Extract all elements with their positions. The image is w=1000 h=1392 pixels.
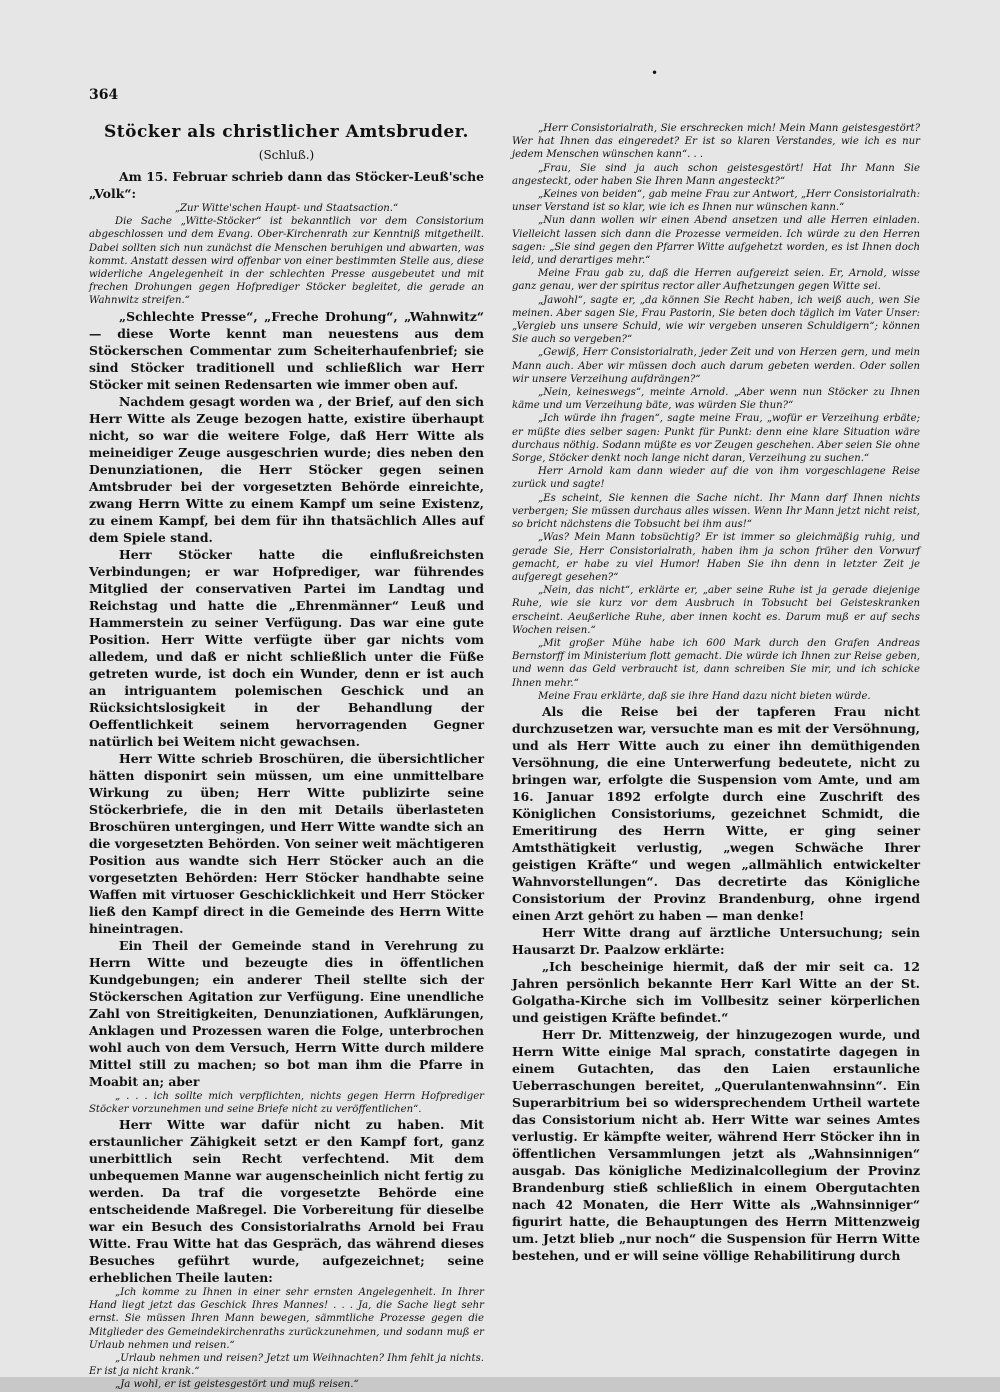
quote-paragraph: „Gewiß, Herr Consistorialrath, jeder Zeit und von Herzen gern, und mein Mann auch. Aber wir müssen doch auch darum gebeten werden. Oder sollen wir unsere Verzeihung aufdrängen?“ xyxy=(512,347,920,385)
article-title: Stöcker als christlicher Amtsbruder. xyxy=(104,122,469,142)
body-paragraph: „Ich bescheinige hiermit, daß der mir seit ca. 12 Jahren persönlich bekannte Herr Karl Witte an der St. Golgatha-Kirche sich im Vollbesitz seiner körperlichen und geistigen Kräfte befindet.“ xyxy=(512,958,920,1025)
page-number: 364 xyxy=(89,87,119,103)
left-column xyxy=(89,122,484,1392)
print-dot: • xyxy=(651,66,659,80)
quote-paragraph: „Was? Mein Mann tobsüchtig? Er ist immer so gleichmäßig ruhig, und gerade Sie, Herr Consistorialrath, haben ihm ja schon früher den Vorwurf gemacht, er habe zu viel Humor! Haben Sie ihn denn in letzter Zeit je aufgeregt gesehen?“ xyxy=(512,532,920,583)
quote-paragraph: Meine Frau erklärte, daß sie ihre Hand dazu nicht bieten würde. xyxy=(538,690,871,702)
quote-paragraph: „Frau, Sie sind ja auch schon geistesgestört! Hat Ihr Mann Sie angesteckt, oder haben Sie Ihren Mann angesteckt?“ xyxy=(512,162,920,187)
body-paragraph: Herr Witte schrieb Broschüren, die übersichtlicher hätten disponirt sein müssen, um eine unmittelbare Wirkung zu üben; Herr Witte publizirte seine Stöckerbriefe, die in den mit Details überlasteten Broschüren untergingen, und Herr Witte wandte sich an die vorgesetzten Behörden. Von seiner weit mächtigeren Position aus wandte sich Herr Stöcker auch an die vorgesetzten Behörden: Herr Stöcker handhabte seine Waffen mit virtuoser Geschicklichkeit und Herr Stöcker ließ den Kampf direct in die Gemeinde des Herrn Witte hineintragen. xyxy=(89,750,484,936)
body-paragraph: Als die Reise bei der tapferen Frau nicht durchzusetzen war, versuchte man es mit der Versöhnung, und als Herr Witte auch zu einer ihn demüthigenden Versöhnung, die eine Unterwerfung bedeutete, nicht zu bringen war, erfolgte die Suspension vom Amte, und am 16. Januar 1892 erfolgte durch eine Zuschrift des Königlichen Consistoriums, gezeichnet Schmidt, die Emeritirung des Herrn Witte, er ging seiner Amtsthätigkeit verlustig, „wegen Schwäche Ihrer geistigen Kräfte“ und wegen „allmählich entwickelter Wahnvorstellungen“. Das decretirte das Königliche Consistorium der Provinz Brandenburg, ohne irgend einen Arzt gehört zu haben — man denke! xyxy=(512,703,920,923)
quote-paragraph: „Ich würde ihn fragen“, sagte meine Frau, „wofür er Verzeihung erbäte; er müßte dies selber sagen: Punkt für Punkt: denn eine klare Situation wäre durchaus nöthig. Sodann müßte es vor Zeugen geschehen. Aber seien Sie ohne Sorge, Stöcker denkt noch lange nicht daran, Verzeihung zu suchen.“ xyxy=(512,413,920,465)
quote-paragraph: „Zur Witte'schen Haupt- und Staatsaction.“ xyxy=(174,203,399,214)
quote-paragraph: „Mit großer Mühe habe ich 600 Mark durch den Grafen Andreas Bernstorff im Ministerium flott gemacht. Die würde ich Ihnen zur Reise geben, und wenn das Geld verbraucht ist, dann schreiben Sie mir, und ich schicke Ihnen mehr.“ xyxy=(512,637,920,689)
body-paragraph: Herr Witte war dafür nicht zu haben. Mit erstaunlicher Zähigkeit setzt er den Kampf fort, ganz unerbittlich sein Recht verfechtend. Mit dem unbequemen Manne war augenscheinlich nicht fertig zu werden. Da traf die vorgesetzte Behörde eine entscheidende Maßregel. Die Vorbereitung für dieselbe war ein Besuch des Consistorialraths Arnold bei Frau Witte. Frau Witte hat das Gespräch, das während dieses Besuches geführt wurde, aufgezeichnet; seine erheblichen Theile lauten: xyxy=(89,1117,484,1286)
quote-paragraph: Die Sache „Witte-Stöcker“ ist bekanntlich vor dem Consistorium abgeschlossen und dem Evang. Ober-Kirchenrath zur Kenntniß mitgetheilt. Dabei sollten sich nun zunächst die Menschen beruhigen und abwarten, was kommt. Anstatt dessen wird offenbar von einer bestimmten Stelle aus, diese widerliche Angelegenheit in der schlechten Presse ausgebeutet und mit frechen Drohungen gegen Hofprediger Stöcker begleitet, die gerade an Wahnwitz streifen.“ xyxy=(89,216,484,307)
quote-paragraph: „Herr Consistorialrath, Sie erschrecken mich! Mein Mann geistesgestört? Wer hat Ihnen das eingeredet? Er ist so klaren Verstandes, wie ich es nur jedem Menschen wünschen kann“. . . xyxy=(512,123,920,161)
quote-paragraph: „Ich komme zu Ihnen in einer sehr ernsten Angelegenheit. In Ihrer Hand liegt jetzt das Geschick Ihres Mannes! . . . Ja, die Sache liegt sehr ernst. Sie müssen Ihren Mann bewegen, sämmtliche Prozesse gegen die Mitglieder des Gemeindekirchenraths zurückzunehmen, und sodann muß er Urlaub nehmen und reisen.“ xyxy=(89,1287,484,1351)
quote-paragraph: „Nun dann wollen wir einen Abend ansetzen und alle Herren einladen. Vielleicht lassen sich dann die Prozesse vermeiden. Ich würde zu den Herren sagen: „Sie sind gegen den Pfarrer Witte aufgehetzt worden, es ist Ihnen doch leid, und derartiges mehr.“ xyxy=(512,215,920,267)
quote-paragraph: „Ja wohl, er ist geistesgestört und muß reisen.“ xyxy=(115,1379,359,1391)
body-paragraph: „Schlechte Presse“, „Freche Drohung“, „Wahnwitz“ — diese Worte kennt man neuestens aus dem Stöckerschen Commentar zum Scheiterhaufenbrief; sie sind Stöcker traditionell und schließlich war Herr Stöcker mit seinen Redensarten wie immer oben auf. xyxy=(89,308,484,392)
right-column xyxy=(512,122,920,1264)
body-paragraph: Herr Dr. Mittenzweig, der hinzugezogen wurde, und Herrn Witte einige Mal sprach, constatirte dagegen in einem Gutachten, das den Laien erstaunliche Ueberraschungen bereitet, „Querulantenwahnsinn“. Ein Superarbitrium bei so widersprechendem Urtheil wartete das Consistorium nicht ab. Herr Witte war seines Amtes verlustig. Er kämpfte weiter, während Herr Stöcker ihn in öffentlichen Versammlungen jetzt als „Wahnsinnigen“ ausgab. Das königliche Medizinalcollegium der Provinz Brandenburg stieß schließlich in einem Obergutachten nach 42 Monaten, die Herr Witte als „Wahnsinniger“ figurirt hatte, die Behauptungen des Herrn Mittenzweig um. Jetzt blieb „nur noch“ die Suspension für Herrn Witte bestehen, und er will seine völlige Rehabilitirung durch xyxy=(512,1026,920,1263)
body-paragraph: Ein Theil der Gemeinde stand in Verehrung zu Herrn Witte und bezeugte dies in öffentlichen Kundgebungen; ein anderer Theil stellte sich der Stöckerschen Agitation zur Verfügung. Eine unendliche Zahl von Streitigkeiten, Denunziationen, Aufklärungen, Anklagen und Prozessen waren die Folge, unterbrochen wohl auch von dem Versuch, Herrn Witte durch mildere Mittel still zu machen; so bot man ihm die Pfarre in Moabit an; aber xyxy=(89,937,484,1089)
quote-paragraph: „Es scheint, Sie kennen die Sache nicht. Ihr Mann darf Ihnen nichts verbergen; Sie müssen durchaus alles wissen. Wenn Ihr Mann jetzt nicht reist, so bricht nächstens die Tobsucht bei ihm aus!“ xyxy=(512,492,920,531)
article-subtitle: (Schluß.) xyxy=(258,148,315,162)
body-paragraph: Herr Witte drang auf ärztliche Untersuchung; sein Hausarzt Dr. Paalzow erklärte: xyxy=(512,924,920,957)
body-paragraph: Nachdem gesagt worden wa , der Brief, auf den sich Herr Witte als Zeuge bezogen hatte, existire überhaupt nicht, so war die weitere Folge, daß Herr Witte als meineidiger Zeuge ausgeschrien wurde; dies neben den Denunziationen, die Herr Stöcker gegen seinen Amtsbruder bei der vorgesetzten Behörde einreichte, zwang Herrn Witte zu einem Kampf um seine Existenz, zu einem Kampf, bei dem für ihn thatsächlich Alles auf dem Spiele stand. xyxy=(89,393,484,545)
quote-paragraph: „Urlaub nehmen und reisen? Jetzt um Weihnachten? Ihm fehlt ja nichts. Er ist ja nicht krank.“ xyxy=(89,1353,484,1378)
quote-paragraph: „Jawohl“, sagte er, „da können Sie Recht haben, ich weiß auch, wen Sie meinen. Aber sagen Sie, Frau Pastorin, Sie beten doch täglich im Vater Unser: „Vergieb uns unsere Schuld, wie wir vergeben unseren Schuldigern“; können Sie auch so vergeben?“ xyxy=(512,294,920,346)
body-paragraph: Herr Stöcker hatte die einflußreichsten Verbindungen; er war Hofprediger, war führendes Mitglied der conservativen Partei im Landtag und Reichstag und hatte die „Ehrenmänner“ Leuß und Hammerstein zu seiner Verfügung. Das war eine gute Position. Herr Witte verfügte über gar nichts vom alledem, und daß er nicht schließlich unter die Füße getreten wurde, ist doch ein Wunder, denn er ist auch an intriguantem polemischen Geschick und an Rücksichtslosigkeit in der Behandlung der Oeffentlichkeit seinem hervorragenden Gegner natürlich bei Weitem nicht gewachsen. xyxy=(89,546,484,749)
quote-paragraph: „ . . . ich sollte mich verpflichten, nichts gegen Herrn Hofprediger Stöcker vorzunehmen und seine Briefe nicht zu veröffentlichen“. xyxy=(89,1090,484,1115)
quote-paragraph: „Nein, das nicht“, erklärte er, „aber seine Ruhe ist ja gerade diejenige Ruhe, wie sie kurz vor dem Ausbruch in Tobsucht bei Geisteskranken erscheint. Aeußerliche Ruhe, aber innen kocht es. Darum muß er auf sechs Wochen reisen.“ xyxy=(512,585,920,636)
quote-paragraph: Meine Frau gab zu, daß die Herren aufgereizt seien. Er, Arnold, wisse ganz genau, wer der spiritus rector aller Aufhetzungen gegen Witte sei. xyxy=(512,268,920,293)
quote-paragraph: „Nein, keineswegs“, meinte Arnold. „Aber wenn nun Stöcker zu Ihnen käme und um Verzeihung bäte, was würden Sie thun?“ xyxy=(512,387,920,412)
quote-paragraph: Herr Arnold kam dann wieder auf die von ihm vorgeschlagene Reise zurück und sagte! xyxy=(512,466,920,491)
quote-paragraph: „Keines von beiden“, gab meine Frau zur Antwort, „Herr Consistorialrath: unser Verstand ist so klar, wie ich es Ihnen nur wünschen kann.“ xyxy=(512,189,920,214)
body-paragraph: Am 15. Februar schrieb dann das Stöcker-Leuß'sche „Volk“: xyxy=(89,169,484,201)
